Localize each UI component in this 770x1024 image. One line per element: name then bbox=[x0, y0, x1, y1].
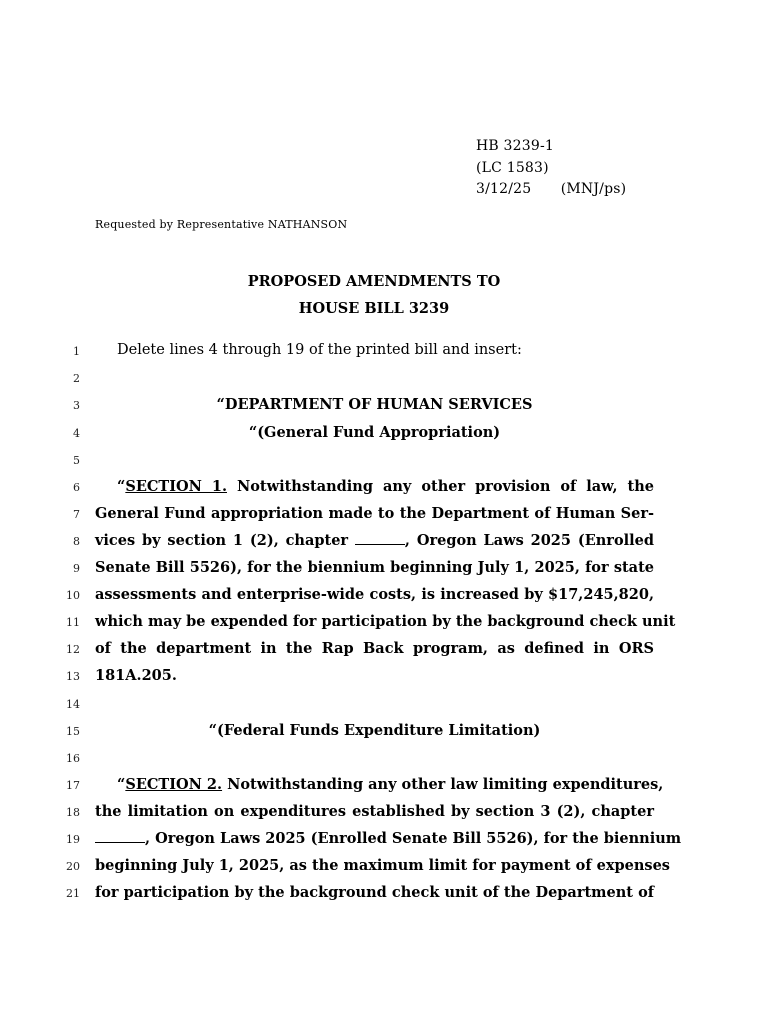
subheading-general-fund: “(General Fund Appropriation) bbox=[248, 424, 501, 441]
body-line: the limitation on expenditures established by section 3 (2), chapter bbox=[95, 803, 654, 820]
line-number: 12 bbox=[66, 643, 80, 656]
line-number: 15 bbox=[66, 725, 80, 738]
line-number: 18 bbox=[66, 806, 80, 819]
line-number: 20 bbox=[66, 860, 80, 873]
open-quote: “ bbox=[117, 478, 126, 495]
chapter-blank bbox=[355, 543, 405, 545]
section-1-label: SECTION 1. bbox=[125, 478, 227, 495]
line-number: 13 bbox=[66, 670, 80, 683]
date-initials-line bbox=[476, 181, 626, 197]
subheading-federal-funds: “(Federal Funds Expenditure Limitation) bbox=[208, 722, 541, 739]
draft-date: 3/12/25 bbox=[476, 181, 532, 197]
line-number: 21 bbox=[66, 887, 80, 900]
body-line: of the department in the Rap Back program, as defined in ORS bbox=[95, 640, 654, 657]
document-title-line1: PROPOSED AMENDMENTS TO bbox=[247, 273, 501, 290]
instruction-line: Delete lines 4 through 19 of the printed bill and insert: bbox=[117, 342, 522, 358]
line-number: 6 bbox=[73, 481, 80, 494]
section-2-label: SECTION 2. bbox=[125, 776, 223, 793]
body-line: assessments and enterprise-wide costs, is increased by $17,245,820, bbox=[95, 586, 654, 603]
line-number: 10 bbox=[66, 589, 80, 602]
section-2-first-line bbox=[117, 776, 664, 793]
section-1-first-line bbox=[117, 478, 654, 495]
line-number: 14 bbox=[66, 698, 80, 711]
line-number: 5 bbox=[73, 454, 80, 467]
drafter-initials: (MNJ/ps) bbox=[560, 181, 627, 197]
body-line: General Fund appropriation made to the Department of Human Ser- bbox=[95, 505, 654, 522]
line-number: 3 bbox=[73, 399, 80, 412]
line-number: 7 bbox=[73, 508, 80, 521]
body-line: 181A.205. bbox=[95, 667, 177, 684]
body-line: for participation by the background check unit of the Department of bbox=[95, 884, 654, 901]
document-title-line2: HOUSE BILL 3239 bbox=[298, 300, 450, 317]
body-line: which may be expended for participation by the background check unit bbox=[95, 613, 676, 630]
line-number: 2 bbox=[73, 372, 80, 385]
body-line-with-blank: , Oregon Laws 2025 (Enrolled Senate Bill 5526), for the biennium bbox=[95, 830, 654, 847]
body-line: Senate Bill 5526), for the biennium beginning July 1, 2025, for state bbox=[95, 559, 654, 576]
line-number: 16 bbox=[66, 752, 80, 765]
body-line: beginning July 1, 2025, as the maximum limit for payment of expenses bbox=[95, 857, 670, 874]
line-number: 1 bbox=[73, 345, 80, 358]
section-2-text: Notwithstanding any other law limiting expenditures, bbox=[222, 776, 664, 793]
lc-number: (LC 1583) bbox=[476, 160, 549, 176]
section-1-text: Notwithstanding any other provision of law, the bbox=[227, 478, 654, 495]
line-number: 11 bbox=[66, 616, 80, 629]
body-line-with-blank: vices by section 1 (2), chapter , Oregon Laws 2025 (Enrolled bbox=[95, 532, 654, 549]
agency-heading: “DEPARTMENT OF HUMAN SERVICES bbox=[216, 396, 533, 413]
bill-id: HB 3239-1 bbox=[476, 138, 555, 154]
line-number: 17 bbox=[66, 779, 80, 792]
line-number: 4 bbox=[73, 427, 80, 440]
line-number: 8 bbox=[73, 535, 80, 548]
open-quote: “ bbox=[117, 776, 126, 793]
line-number: 19 bbox=[66, 833, 80, 846]
requested-by: Requested by Representative NATHANSON bbox=[95, 218, 348, 231]
line-number: 9 bbox=[73, 562, 80, 575]
chapter-blank bbox=[95, 841, 145, 843]
